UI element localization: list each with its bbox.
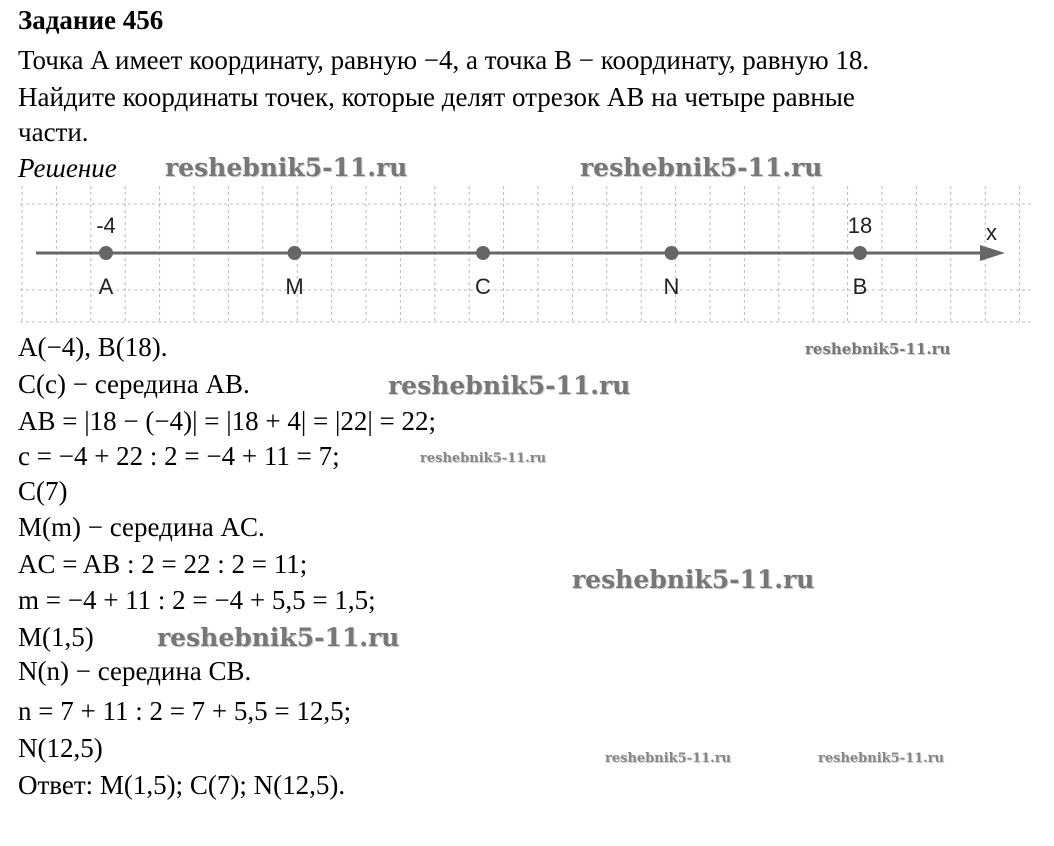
solution-line: n = 7 + 11 : 2 = 7 + 5,5 = 12,5;	[18, 696, 352, 726]
point-coordinate: 18	[847, 213, 873, 238]
point-A	[99, 246, 113, 260]
watermark: reshebnik5-11.ru	[818, 751, 945, 766]
watermark: reshebnik5-11.ru	[157, 623, 400, 652]
solution-line: AC = AB : 2 = 22 : 2 = 11;	[18, 549, 308, 579]
point-name: C	[475, 274, 491, 299]
problem-line: Точка A имеет координату, равную −4, а точка B − координату, равную 18.	[18, 45, 870, 75]
point-M	[288, 246, 302, 260]
watermark: reshebnik5-11.ru	[572, 565, 815, 594]
solution-line: M(m) − середина AC.	[18, 512, 265, 542]
solution-line: c = −4 + 22 : 2 = −4 + 11 = 7;	[18, 441, 340, 471]
task-title: Задание 456	[18, 5, 164, 35]
solution-line: m = −4 + 11 : 2 = −4 + 5,5 = 1,5;	[18, 585, 376, 615]
watermark: reshebnik5-11.ru	[388, 371, 631, 400]
problem-line: Найдите координаты точек, которые делят отрезок AB на четыре равные	[18, 82, 855, 112]
point-B	[853, 246, 867, 260]
point-coordinate: -4	[96, 213, 116, 238]
solution-line: N(12,5)	[18, 733, 103, 763]
solution-line: N(n) − середина CB.	[18, 656, 252, 686]
axis-label: x	[986, 220, 997, 245]
point-name: M	[285, 274, 304, 299]
problem-line: части.	[18, 117, 89, 147]
watermark: reshebnik5-11.ru	[420, 451, 547, 466]
solution-line: AB = |18 − (−4)| = |18 + 4| = |22| = 22;	[18, 406, 437, 436]
point-name: B	[852, 274, 868, 299]
watermark: reshebnik5-11.ru	[580, 153, 823, 182]
solution-line: M(1,5)	[18, 622, 94, 652]
point-N	[665, 246, 679, 260]
solution-line: A(−4), B(18).	[18, 332, 168, 362]
point-name: A	[98, 274, 114, 299]
solution-label: Решение	[18, 153, 117, 183]
point-C	[476, 246, 490, 260]
watermark: reshebnik5-11.ru	[605, 751, 732, 766]
number-line-figure	[20, 186, 1032, 324]
solution-line: C(7)	[18, 476, 68, 506]
axis-arrow	[980, 245, 1005, 261]
point-name: N	[663, 274, 680, 299]
solution-line: Ответ: M(1,5); C(7); N(12,5).	[18, 770, 346, 800]
watermark: reshebnik5-11.ru	[805, 340, 951, 358]
solution-line: C(c) − середина AB.	[18, 369, 250, 399]
watermark: reshebnik5-11.ru	[165, 153, 408, 182]
